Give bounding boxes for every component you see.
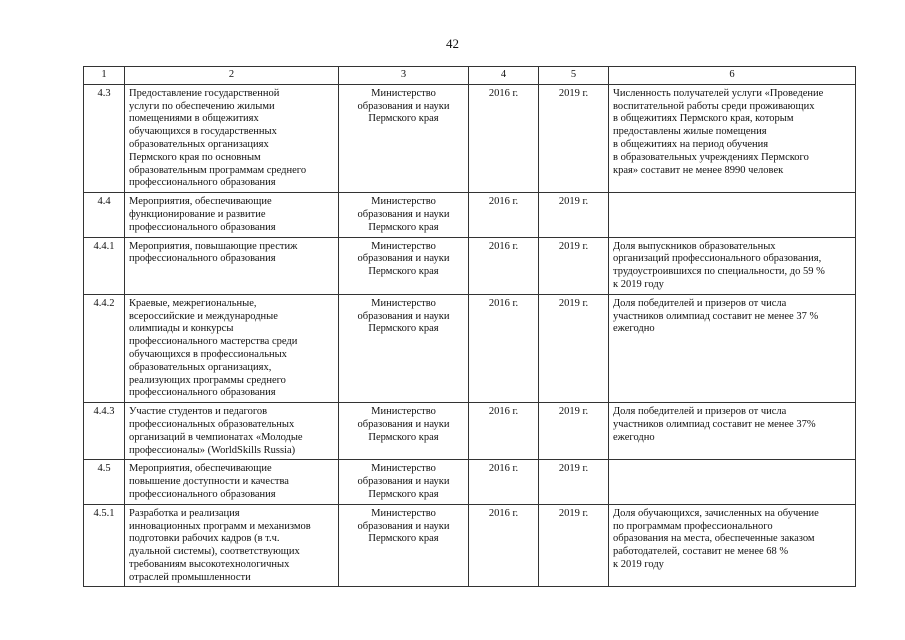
expected-result: Доля победителей и призеров от числа участников олимпиад составит не менее 37% ежегодно [609,403,856,460]
header-col-4: 4 [469,67,539,85]
end-year: 2019 г. [539,294,609,402]
expected-result: Доля обучающихся, зачисленных на обучение по программам профессионального образования на места, обеспеченные заказом работодателей, составит не менее 68 % к 2019 году [609,504,856,587]
executor: Министерство образования и науки Пермского края [339,193,469,237]
start-year: 2016 г. [469,504,539,587]
table-row [84,460,856,504]
table-row [84,237,856,294]
start-year: 2016 г. [469,403,539,460]
table-row [84,193,856,237]
activity-name: Предоставление государственной услуги по обеспечению жилыми помещениями в общежитиях обучающихся в государственных образовательных организациях Пермского края по основным образовательным программам среднего профессионального образования [125,84,339,192]
table-row [84,403,856,460]
end-year: 2019 г. [539,237,609,294]
row-number: 4.4.1 [84,237,125,294]
end-year: 2019 г. [539,193,609,237]
start-year: 2016 г. [469,460,539,504]
start-year: 2016 г. [469,84,539,192]
row-number: 4.3 [84,84,125,192]
expected-result: Доля победителей и призеров от числа участников олимпиад составит не менее 37 % ежегодно [609,294,856,402]
row-number: 4.4.3 [84,403,125,460]
row-number: 4.5.1 [84,504,125,587]
start-year: 2016 г. [469,193,539,237]
executor: Министерство образования и науки Пермского края [339,237,469,294]
start-year: 2016 г. [469,237,539,294]
table-row [84,294,856,402]
end-year: 2019 г. [539,460,609,504]
executor: Министерство образования и науки Пермского края [339,504,469,587]
start-year: 2016 г. [469,294,539,402]
row-number: 4.4 [84,193,125,237]
activity-name: Мероприятия, повышающие престиж профессионального образования [125,237,339,294]
expected-result [609,460,856,504]
activity-name: Участие студентов и педагогов профессиональных образовательных организаций в чемпионатах «Молодые профессионалы» (WorldSkills Russia) [125,403,339,460]
end-year: 2019 г. [539,504,609,587]
page-number: 42 [446,36,459,51]
executor: Министерство образования и науки Пермского края [339,294,469,402]
header-col-3: 3 [339,67,469,85]
row-number: 4.5 [84,460,125,504]
expected-result [609,193,856,237]
table-row [84,504,856,587]
header-col-6: 6 [609,67,856,85]
expected-result: Доля выпускников образовательных организаций профессионального образования, трудоустроившихся по специальности, до 59 % к 2019 году [609,237,856,294]
row-number: 4.4.2 [84,294,125,402]
executor: Министерство образования и науки Пермского края [339,403,469,460]
program-table [83,66,856,587]
header-col-5: 5 [539,67,609,85]
activity-name: Разработка и реализация инновационных программ и механизмов подготовки рабочих кадров (в т.ч. дуальной системы), соответствующих требованиям высокотехнологичных отраслей промышленности [125,504,339,587]
end-year: 2019 г. [539,403,609,460]
header-col-1: 1 [84,67,125,85]
executor: Министерство образования и науки Пермского края [339,460,469,504]
executor: Министерство образования и науки Пермского края [339,84,469,192]
activity-name: Мероприятия, обеспечивающие повышение доступности и качества профессионального образования [125,460,339,504]
header-row [84,67,856,85]
table-row [84,84,856,192]
header-col-2: 2 [125,67,339,85]
expected-result: Численность получателей услуги «Проведение воспитательной работы среди проживающих в общежитиях Пермского края, которым предоставлены жилые помещения в общежитиях на период обучения в образовательных учреждениях Пермского края» составит не менее 8990 человек [609,84,856,192]
activity-name: Краевые, межрегиональные, всероссийские и международные олимпиады и конкурсы профессионального мастерства среди обучающихся в профессиональных образовательных организациях, реализующих программы среднего профессионального образования [125,294,339,402]
activity-name: Мероприятия, обеспечивающие функционирование и развитие профессионального образования [125,193,339,237]
end-year: 2019 г. [539,84,609,192]
